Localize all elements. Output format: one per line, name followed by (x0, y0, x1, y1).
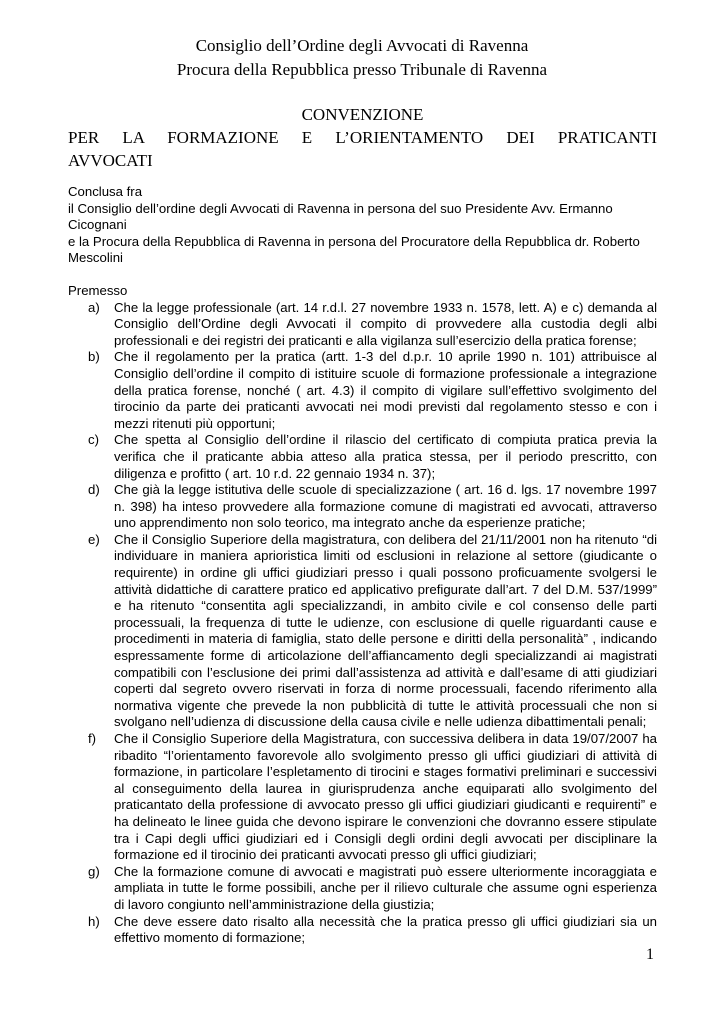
list-item-text: Che deve essere dato risalto alla necessità che la pratica presso gli uffici giudiziari sia un effettivo momento di formazione; (114, 913, 657, 946)
document-header (0, 34, 724, 82)
document-title (68, 103, 657, 172)
list-item-text: Che già la legge istitutiva delle scuole di specializzazione ( art. 16 d. lgs. 17 novembre 1997 n. 398) ha inteso provvedere alla formazione comune di magistrati ed avvocati, attraverso uno apprendimento non solo teorico, ma integrato anche da esperienze pratiche; (114, 482, 657, 531)
list-item-text: Che spetta al Consiglio dell’ordine il rilascio del certificato di compiuta pratica previa la verifica che il praticante abbia atteso alla pratica stessa, per il periodo prescritto, con diligenza e profitto ( art. 10 r.d. 22 gennaio 1934 n. 37); (114, 432, 657, 481)
title-line-3: AVVOCATI (68, 151, 153, 170)
document-body (68, 184, 657, 947)
list-item (68, 349, 657, 432)
premesso-heading: Premesso (68, 282, 128, 298)
party-2: e la Procura della Repubblica di Ravenna in persona del Procuratore della Repubblica dr. Roberto Mescolini (68, 233, 640, 266)
title-line-1: CONVENZIONE (301, 105, 424, 124)
list-item (68, 914, 657, 947)
list-marker: a) (88, 299, 100, 315)
list-marker: h) (88, 913, 100, 929)
list-item-text: Che il regolamento per la pratica (artt. 1-3 del d.p.r. 10 aprile 1990 n. 101) attribuisce al Consiglio dell’ordine il compito di istituire scuole di formazione professionale a integrazione della pratica forense, nonché ( art. 4.3) il compito di vigilare sull’effettivo svolgimento del tirocinio da parte dei praticanti avvocati nei modi previsti dal regolamento stesso e con i mezzi ritenuti più opportuni; (114, 349, 657, 431)
list-marker: f) (88, 731, 97, 746)
list-item (68, 532, 657, 731)
list-item (68, 300, 657, 350)
page-number: 1 (646, 946, 654, 963)
list-marker: c) (88, 432, 99, 448)
list-marker: e) (88, 531, 100, 547)
premesso-list (68, 300, 657, 947)
party-1: il Consiglio dell’ordine degli Avvocati di Ravenna in persona del suo Presidente Avv. Ermanno Cicognani (68, 200, 613, 233)
list-item (68, 864, 657, 914)
list-item-text: Che il Consiglio Superiore della Magistratura, con successiva delibera in data 19/07/2007 ha ribadito “l’orientamento favorevole allo svolgimento presso gli uffici giudiziari di attività di formazione, in particolare l’espletamento di tirocini e stages formativi preliminari e successivi al conseguimento della laurea in giurisprudenza anche equiparati allo svolgimento del praticantato della professione di avvocato presso gli uffici giudiziari giudicanti e requirenti” e ha delineato le linee guida che devono ispirare le convenzioni che dovranno essere stipulate tra i Capi degli uffici giudiziari ed i Consigli degli ordini degli avvocati per disciplinare la formazione ed il tirocinio dei praticanti avvocati presso gli uffici giudiziari; (114, 731, 657, 863)
list-item-text: Che la legge professionale (art. 14 r.d.l. 27 novembre 1933 n. 1578, lett. A) e c) demanda al Consiglio dell’Ordine degli Avvocati il compito di provvedere alla custodia degli albi professionali e dei registri dei praticanti e alla vigilanza sull’esercizio della pratica forense; (114, 299, 657, 348)
list-item (68, 432, 657, 482)
parties-intro: Conclusa fra (68, 184, 143, 199)
list-item (68, 731, 657, 864)
title-line-2: PER LA FORMAZIONE E L’ORIENTAMENTO DEI PRATICANTI (68, 128, 657, 147)
list-marker: b) (88, 349, 100, 365)
list-item-text: Che il Consiglio Superiore della magistratura, con delibera del 21/11/2001 non ha ritenuto “di individuare in maniera aprioristica limiti od esclusioni in relazione al settore (giudicante o requirente) in ordine gli uffici giudiziari presso i quali possono proficuamente svolgersi le attività didattiche di carattere pratico ed applicativo prefigurate dall’art. 7 del D.M. 537/1999” e ha ritenuto “consentita agli specializzandi, in ambito civile e col consenso delle parti processuali, la frequenza di tutte le udienze, con esclusione di quelle riguardanti cause e procedimenti in materia di famiglia, stato delle persone e diritti della personalità” , indicando espressamente forme di articolazione dell’affiancamento degli specializzandi ai magistrati compatibili con l’esclusione dei primi dall’assistenza ad attività e dall’esame di atti giudiziari coperti dal segreto ovvero riservati in forza di norme processuali, facendo riferimento alla normativa vigente che prevede la non pubblicità di tutte le attività processuali che non si svolgano nell’udienza di discussione della causa civile e nelle udienza dibattimentali penali; (114, 531, 657, 730)
header-line-1: Consiglio dell’Ordine degli Avvocati di Ravenna (195, 36, 529, 55)
list-marker: d) (88, 482, 100, 498)
header-line-2: Procura della Repubblica presso Tribunale di Ravenna (176, 60, 548, 79)
list-marker: g) (88, 863, 100, 879)
list-item-text: Che la formazione comune di avvocati e magistrati può essere ulteriormente incoraggiata e ampliata in tutte le forme possibili, anche per il rilievo culturale che assume ogni esperienza di lavoro congiunto nell’amministrazione della giustizia; (114, 863, 657, 912)
list-item (68, 482, 657, 532)
